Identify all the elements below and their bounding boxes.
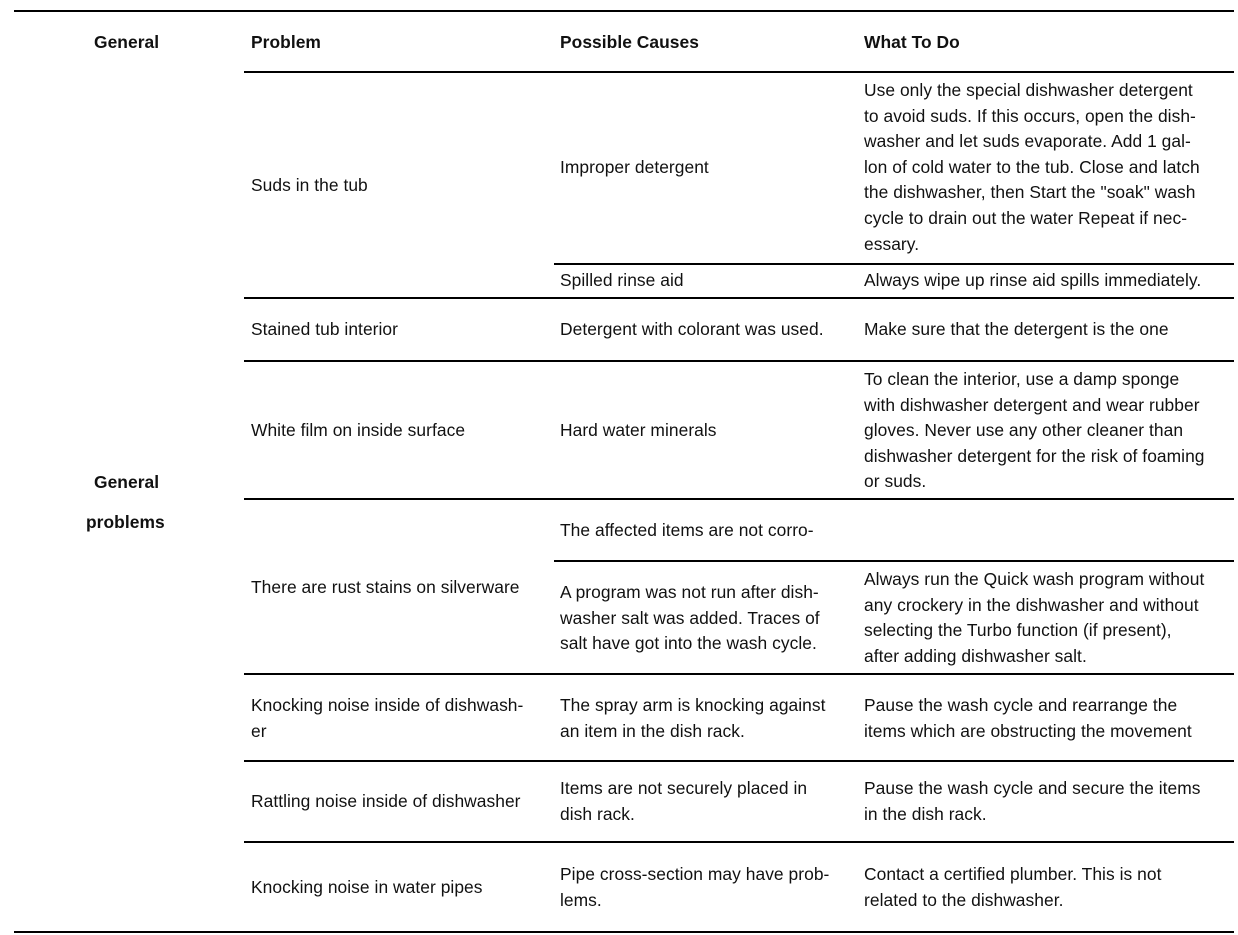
row-divider-6 [244,841,1234,843]
cause-cell: Pipe cross-section may have prob- lems. [560,864,830,910]
cause-cell: Spilled rinse aid [560,270,684,290]
problem-cell: Suds in the tub [251,175,368,195]
table-bottom-border [14,931,1234,933]
problem-cell: Knocking noise in water pipes [251,877,483,897]
cause-cell: Improper detergent [560,157,709,177]
todo-cell: Contact a certified plumber. This is not related to the dishwasher. [864,864,1162,910]
problem-cell: White film on inside surface [251,420,466,440]
header-what-to-do: What To Do [864,32,960,52]
todo-cell: To clean the interior, use a damp sponge with dishwasher detergent and wear rubber gloves. Never use any other cleaner than dishwasher detergent for the risk of foaming or suds. [864,369,1205,492]
table-top-border [14,10,1234,12]
todo-cell: Pause the wash cycle and secure the items in the dish rack. [864,778,1201,824]
todo-cell: Always wipe up rinse aid spills immediately. [864,270,1202,290]
row-divider-2 [244,360,1234,362]
category-label-line2: problems [86,512,165,532]
problem-cell: Rattling noise inside of dishwasher [251,791,521,811]
suds-inner-divider [554,263,1234,265]
problem-cell: There are rust stains on silverware [251,577,520,597]
todo-cell: Use only the special dishwasher detergent to avoid suds. If this occurs, open the dish- washer and let suds evaporate. Add 1 gal- lon of cold water to the tub. Close and latch the dishwasher, then Start the "soak" wash cycle to drain out the water Repeat if nec- essary. [864,80,1200,254]
row-divider-5 [244,760,1234,762]
problem-cell: Stained tub interior [251,319,398,339]
rust-inner-divider [554,560,1234,562]
category-label-line1: General [94,472,160,492]
cause-cell: Detergent with colorant was used. [560,319,824,339]
todo-cell: Always run the Quick wash program without any crockery in the dishwasher and without selecting the Turbo function (if present), after adding dishwasher salt. [864,569,1205,666]
todo-cell: Make sure that the detergent is the one [864,319,1169,339]
todo-cell: Pause the wash cycle and rearrange the items which are obstructing the movement [864,695,1192,741]
cause-cell: The spray arm is knocking against an item in the dish rack. [560,695,826,741]
header-possible-causes: Possible Causes [560,32,699,52]
header-category: General [94,32,160,52]
header-bottom-border [244,71,1234,73]
cause-cell: Items are not securely placed in dish rack. [560,778,808,824]
row-divider-4 [244,673,1234,675]
header-problem: Problem [251,32,321,52]
problem-cell: Knocking noise inside of dishwash- er [251,695,524,741]
row-divider-3 [244,498,1234,500]
row-divider-1 [244,297,1234,299]
cause-cell: A program was not run after dish- washer salt was added. Traces of salt have got into the wash cycle. [560,582,820,654]
cause-cell: The affected items are not corro- [560,520,814,540]
cause-cell: Hard water minerals [560,420,717,440]
